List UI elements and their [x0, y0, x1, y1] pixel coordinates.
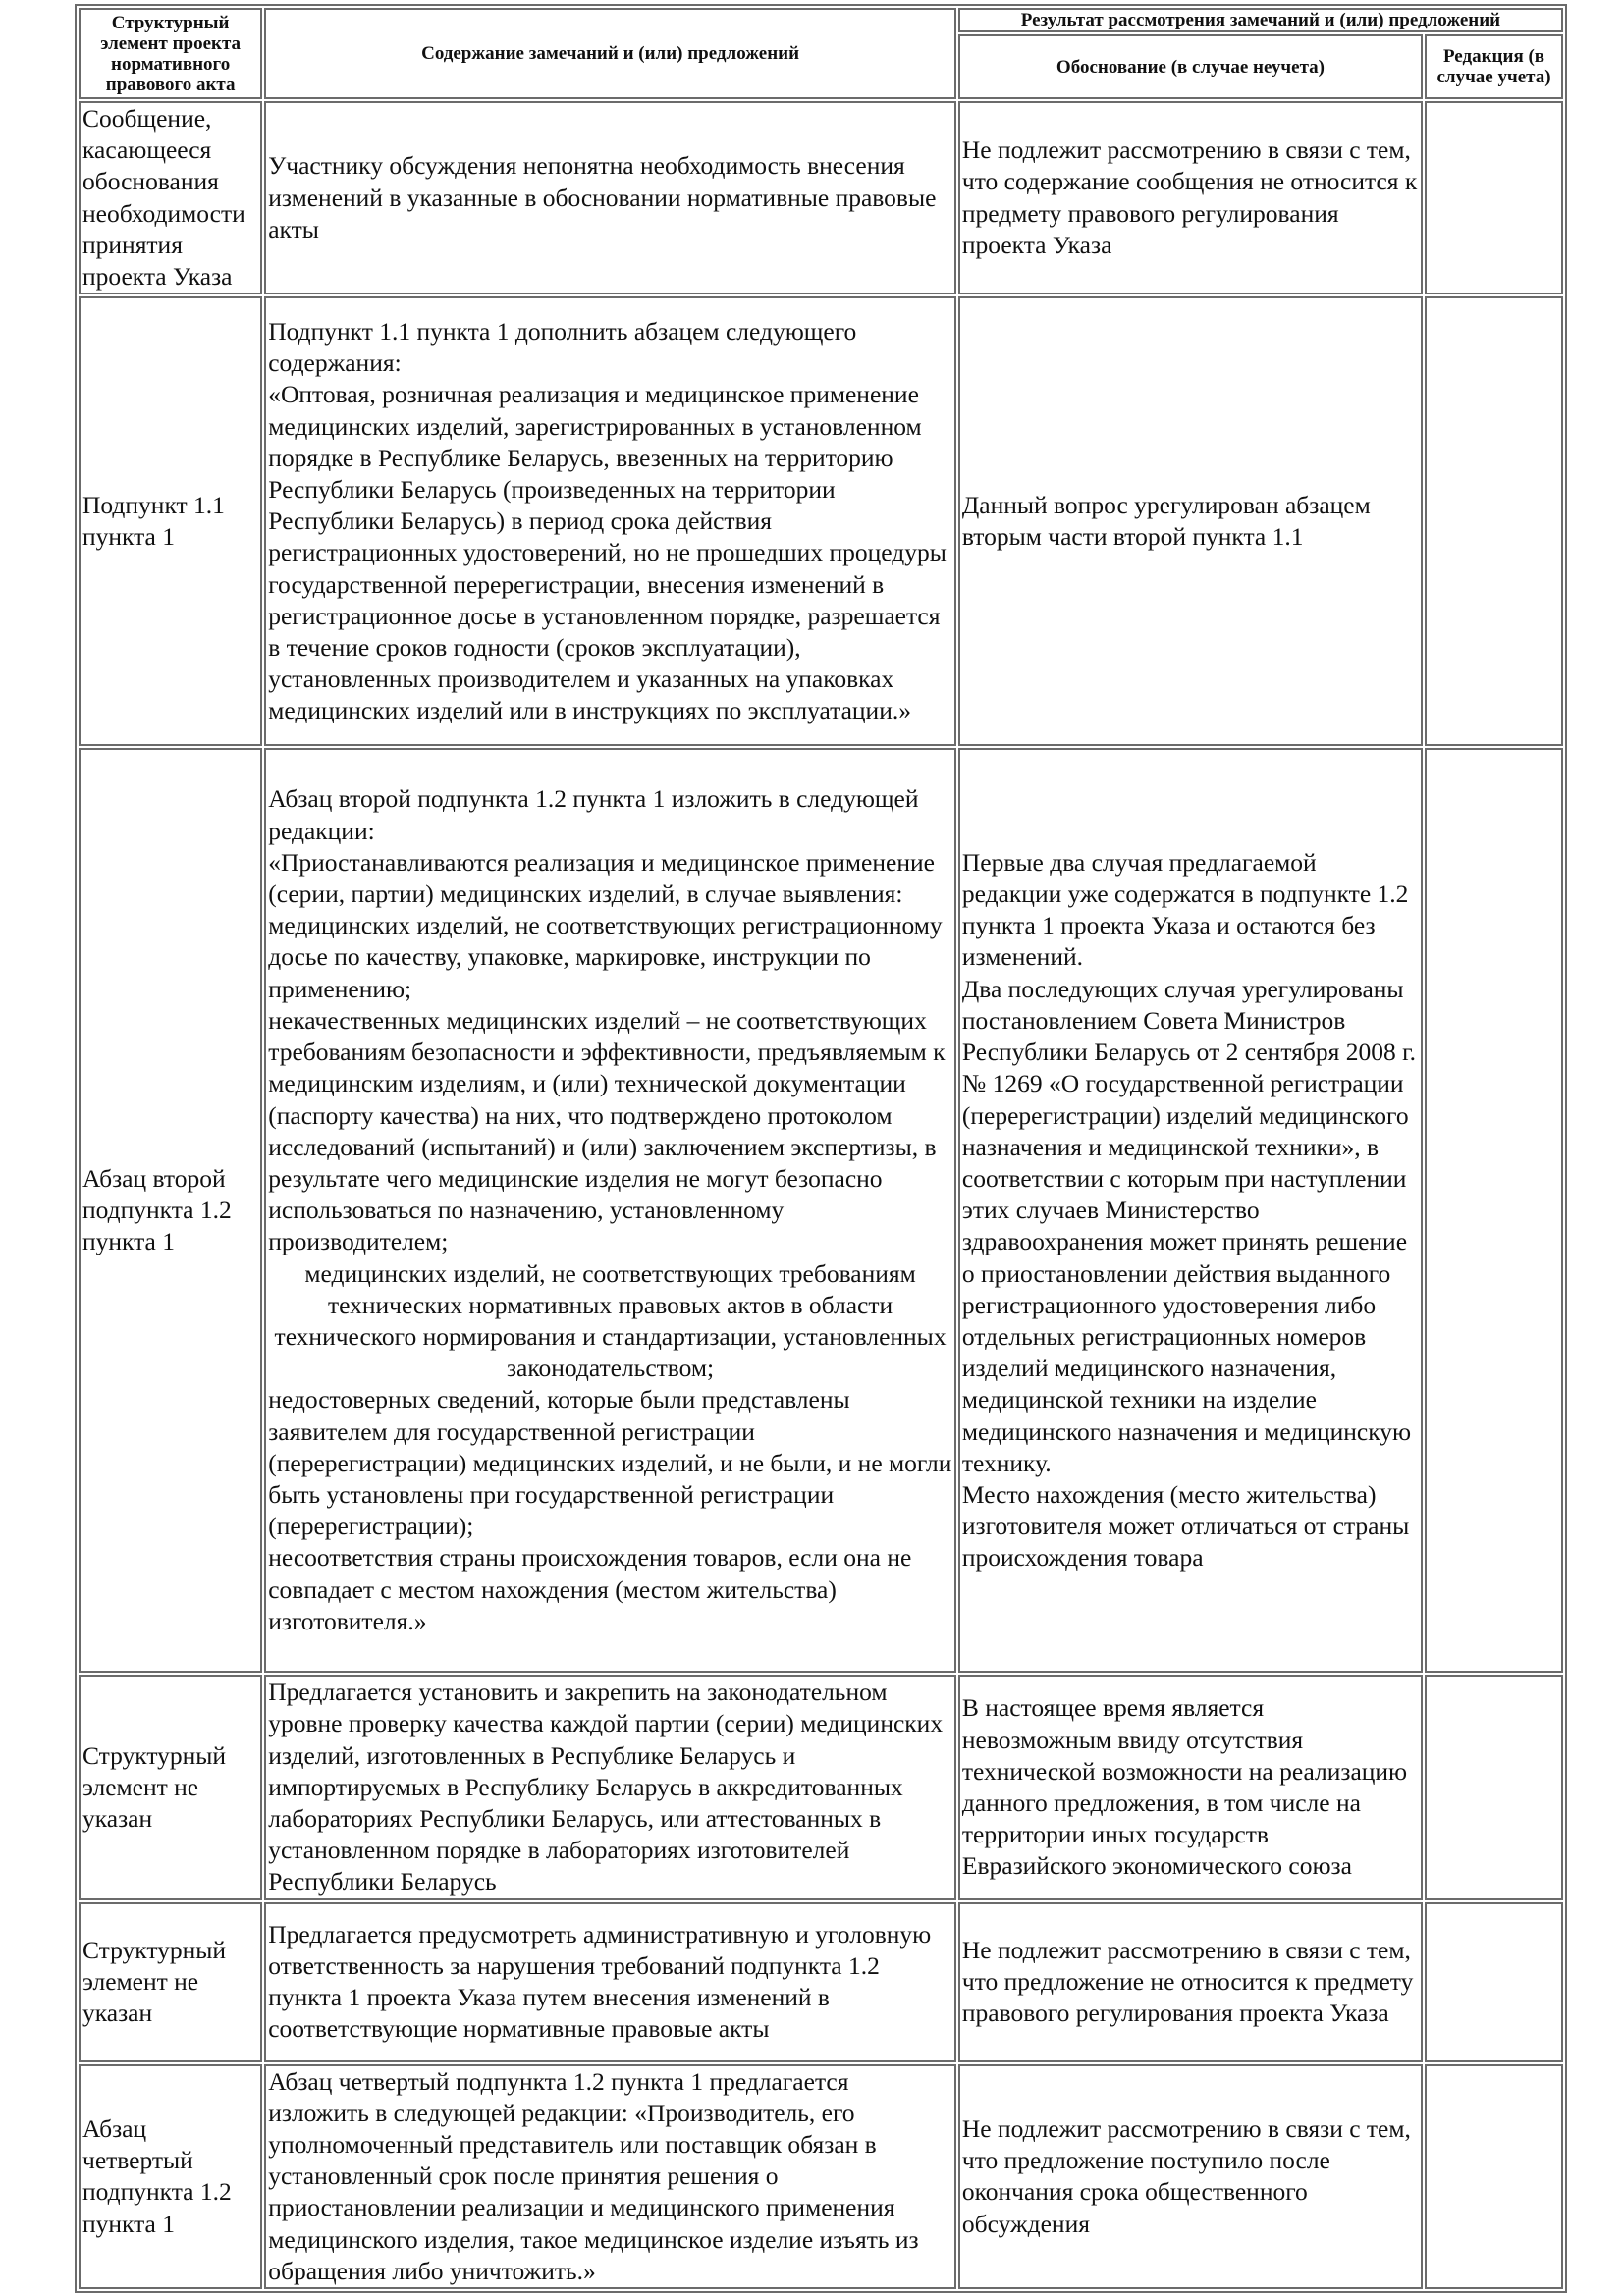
row-content-cell: [264, 748, 956, 1673]
reason-paragraph: Место нахождения (место жительства) изготовителя может отличаться от страны происхождения товара: [961, 1479, 1410, 1573]
content-paragraph: Предлагается предусмотреть административную и уголовную ответственность за нарушения требований подпункта 1.2 пункта 1 проекта Указа путем внесения изменений в соответствующие нормативные правовые акты: [268, 1919, 932, 2044]
reason-paragraph: Два последующих случая урегулированы постановлением Совета Министров Республики Беларусь от 2 сентября 2008 г. № 1269 «О государственной регистрации (перерегистрации) изделий медицинского назначения и медицинской техники», в соответствии с которым при наступлении этих случаев Министерство здравоохранения может принять решение о приостановлении действия выданного регистрационного удостоверения либо отдельных регистрационных номеров изделий медицинского назначения, медицинской техники на изделие медицинского назначения и медицинскую технику.: [961, 974, 1417, 1477]
row-element-text: Абзац четвертый подпункта 1.2 пункта 1: [82, 2113, 232, 2238]
content-paragraph: Подпункт 1.1 пункта 1 дополнить абзацем следующего содержания:: [268, 316, 857, 378]
row-element-cell: [79, 101, 262, 294]
row-element-cell: [79, 2064, 262, 2289]
header-content: Содержание замечаний и (или) предложений: [264, 8, 956, 99]
row-reason-cell: [958, 1675, 1423, 1899]
reason-paragraph: Данный вопрос урегулирован абзацем вторым части второй пункта 1.1: [961, 491, 1371, 552]
row-content-cell: [264, 296, 956, 746]
row-element-cell: [79, 1902, 262, 2062]
table-row: [79, 1675, 1563, 1899]
row-reason-cell: [958, 748, 1423, 1673]
row-element-cell: [79, 748, 262, 1673]
content-paragraph: «Приостанавливаются реализация и медицинское применение (серии, партии) медицинских изделий, в случае выявления:: [268, 847, 935, 909]
row-edition-cell: [1425, 101, 1563, 294]
row-content-cell: [264, 1675, 956, 1899]
row-element-text: Структурный элемент не указан: [82, 1935, 227, 2028]
row-reason-cell: [958, 1902, 1423, 2062]
content-paragraph: Участнику обсуждения непонятна необходимость внесения изменений в указанные в обосновании нормативные правовые акты: [268, 151, 937, 243]
reason-paragraph: Не подлежит рассмотрению в связи с тем, что предложение поступило после окончания срока общественного обсуждения: [961, 2113, 1411, 2238]
row-reason-cell: [958, 296, 1423, 746]
table-row: [79, 1902, 1563, 2062]
content-paragraph: Абзац второй подпункта 1.2 пункта 1 изложить в следующей редакции:: [268, 784, 919, 845]
content-paragraph: некачественных медицинских изделий – не соответствующих требованиям безопасности и эффективности, предъявляемым к медицинским изделиям, и (или) технической документации (паспорту качества) на них, что подтверждено протоколом исследований (испытаний) и (или) заключением экспертизы, в результате чего медицинские изделия не могут безопасно использоваться по назначению, установленному производителем;: [268, 1005, 946, 1256]
content-paragraph: «Оптовая, розничная реализация и медицинское применение медицинских изделий, зарегистрированных в установленном порядке в Республике Беларусь, ввезенных на территорию Республики Беларусь (произведенных на территории Республики Беларусь) в период срока действия регистрационных удостоверений, но не прошедших процедуры государственной перерегистрации, внесения изменений в регистрационное досье в установленном порядке, разрешается в течение сроков годности (сроков эксплуатации), установленных производителем и указанных на упаковках медицинских изделий или в инструкциях по эксплуатации.»: [268, 380, 947, 725]
row-edition-cell: [1425, 1902, 1563, 2062]
review-table: [75, 4, 1567, 2293]
content-paragraph: несоответствия страны происхождения товаров, если она не совпадает с местом нахождения (местом жительства) изготовителя.»: [268, 1543, 912, 1635]
row-content-cell: [264, 1902, 956, 2062]
header-structural-element: Структурный элемент проекта нормативного правового акта: [79, 8, 262, 99]
row-edition-cell: [1425, 296, 1563, 746]
row-edition-cell: [1425, 2064, 1563, 2289]
row-content-cell: [264, 101, 956, 294]
reason-paragraph: Не подлежит рассмотрению в связи с тем, что предложение не относится к предмету правового регулирования проекта Указа: [961, 1935, 1414, 2028]
table-row: [79, 2064, 1563, 2289]
header-result: Результат рассмотрения замечаний и (или) предложений: [958, 8, 1563, 32]
table-row: [79, 748, 1563, 1673]
header-reason: Обоснование (в случае неучета): [958, 34, 1423, 99]
table-header: [79, 8, 1563, 99]
header-edition: Редакция (в случае учета): [1425, 34, 1563, 99]
content-paragraph: медицинских изделий, не соответствующих требованиям технических нормативных правовых актов в области технического нормирования и стандартизации, установленных законодательством;: [274, 1258, 947, 1383]
content-paragraph: Абзац четвертый подпункта 1.2 пункта 1 предлагается изложить в следующей редакции: «Производитель, его уполномоченный представитель или поставщик обязан в установленный срок после принятия решения о приостановлении реализации и медицинского применения медицинского изделия, такое медицинское изделие изъять из обращения либо уничтожить.»: [268, 2066, 919, 2285]
table-row: [79, 101, 1563, 294]
reason-paragraph: Первые два случая предлагаемой редакции уже содержатся в подпункте 1.2 пункта 1 проекта Указа и остаются без изменений.: [961, 847, 1409, 972]
row-element-cell: [79, 296, 262, 746]
content-paragraph: Предлагается установить и закрепить на законодательном уровне проверку качества каждой партии (серии) медицинских изделий, изготовленных в Республике Беларусь и импортируемых в Республику Беларусь в аккредитованных лабораториях Республики Беларусь, или аттестованных в установленном порядке в лабораториях изготовителей Республики Беларусь: [268, 1678, 944, 1896]
row-reason-cell: [958, 101, 1423, 294]
table-row: [79, 296, 1563, 746]
row-element-text: Подпункт 1.1 пункта 1: [82, 491, 225, 552]
reason-paragraph: В настоящее время является невозможным ввиду отсутствия технической возможности на реализацию данного предложения, в том числе на территории иных государств Евразийского экономического союза: [961, 1693, 1408, 1881]
row-edition-cell: [1425, 1675, 1563, 1899]
row-element-text: Абзац второй подпункта 1.2 пункта 1: [82, 1163, 232, 1256]
row-reason-cell: [958, 2064, 1423, 2289]
row-content-cell: [264, 2064, 956, 2289]
row-edition-cell: [1425, 748, 1563, 1673]
reason-paragraph: Не подлежит рассмотрению в связи с тем, что содержание сообщения не относится к предмету правового регулирования проекта Указа: [961, 135, 1418, 259]
row-element-text: Структурный элемент не указан: [82, 1740, 227, 1834]
row-element-text: Сообщение, касающееся обоснования необходимости принятия проекта Указа: [82, 104, 245, 292]
content-paragraph: медицинских изделий, не соответствующих регистрационному досье по качеству, упаковке, маркировке, инструкции по применению;: [268, 911, 943, 1003]
row-element-cell: [79, 1675, 262, 1899]
content-paragraph: недостоверных сведений, которые были представлены заявителем для государственной регистрации (перерегистрации) медицинских изделий, и не были, и не могли быть установлены при государственной регистрации (перерегистрации);: [268, 1385, 952, 1541]
